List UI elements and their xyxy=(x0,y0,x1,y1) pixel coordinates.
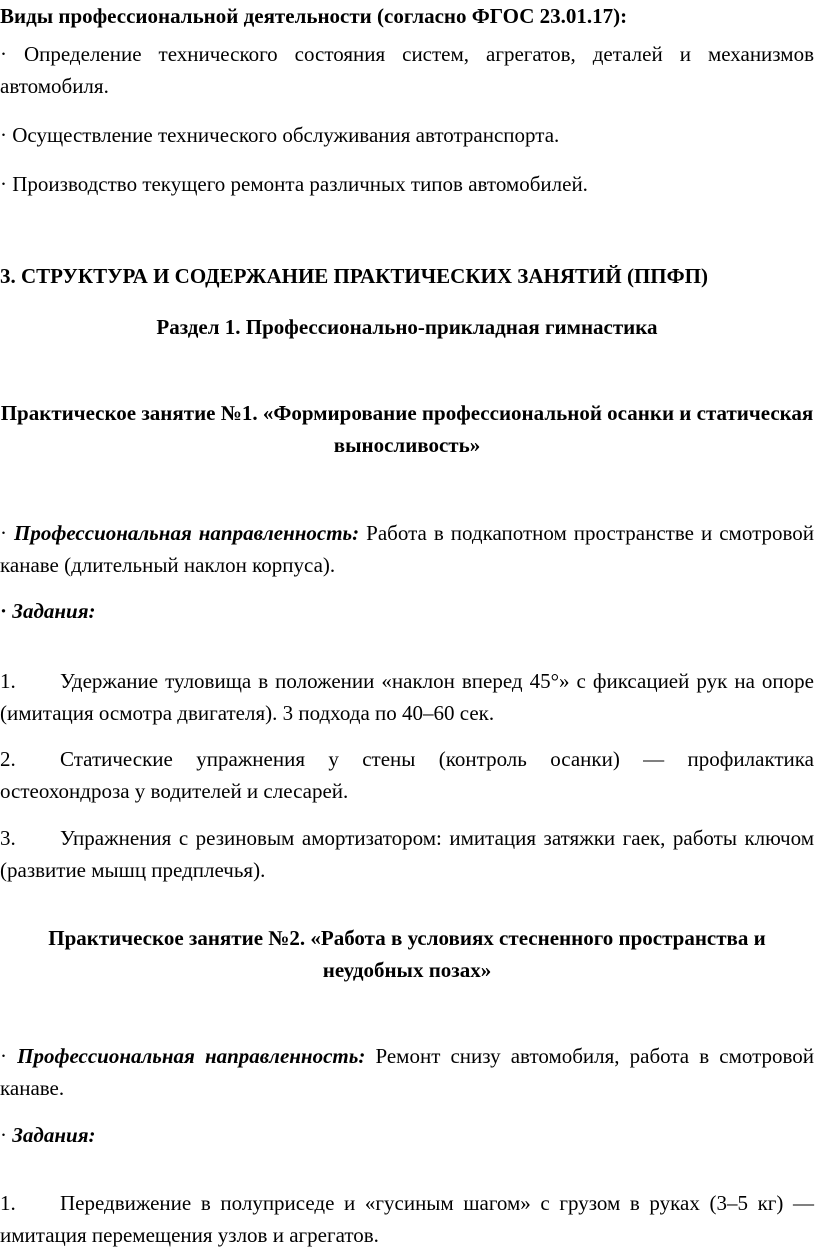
activity-item: · Определение технического состояния систем, агрегатов, деталей и механизмов автомобиля. xyxy=(0,42,814,98)
task-text: Удержание туловища в положении «наклон вперед 45°» с фиксацией рук на опоре (имитация осмотра двигателя). 3 подхода по 40–60 сек. xyxy=(0,669,814,725)
task-item xyxy=(0,1187,814,1251)
task-text: Статические упражнения у стены (контроль осанки) — профилактика остеохондроза у водителей и слесарей. xyxy=(0,747,814,803)
task-item xyxy=(0,665,814,729)
focus-text: Работа в подкапотном пространстве и смотровой канаве (длительный наклон корпуса). xyxy=(0,521,815,577)
lesson-1-focus xyxy=(0,517,814,581)
activity-types-heading: Виды профессиональной деятельности (согласно ФГОС 23.01.17): xyxy=(0,4,628,28)
lesson-2-title: Практическое занятие №2. «Работа в условиях стесненного пространства и неудобных позах» xyxy=(48,926,766,982)
tasks-label: Задания: xyxy=(12,599,96,623)
activity-item: · Производство текущего ремонта различных типов автомобилей. xyxy=(0,172,588,196)
tasks-label: Задания: xyxy=(12,1123,96,1147)
section-title: 3. СТРУКТУРА И СОДЕРЖАНИЕ ПРАКТИЧЕСКИХ ЗАНЯТИЙ (ППФП) xyxy=(0,264,709,288)
task-number: 1. xyxy=(0,669,16,693)
task-item xyxy=(0,822,814,886)
task-text: Упражнения с резиновым амортизатором: имитация затяжки гаек, работы ключом (развитие мышц предплечья). xyxy=(0,826,814,882)
activity-item: · Осуществление технического обслуживания автотранспорта. xyxy=(0,123,560,147)
task-number: 1. xyxy=(0,1191,16,1215)
task-item xyxy=(0,743,814,807)
section-subtitle: Раздел 1. Профессионально-прикладная гимнастика xyxy=(156,315,658,339)
task-number: 3. xyxy=(0,826,16,850)
task-text: Передвижение в полуприседе и «гусиным шагом» с грузом в руках (3–5 кг) — имитация перемещения узлов и агрегатов. xyxy=(0,1191,814,1247)
lesson-1-tasks-label xyxy=(0,595,814,627)
lesson-2-focus xyxy=(0,1040,814,1104)
bullet: · xyxy=(0,1044,7,1068)
task-number: 2. xyxy=(0,747,16,771)
bullet: · xyxy=(0,521,7,545)
bullet: · xyxy=(0,599,8,623)
focus-label: Профессиональная направленность: xyxy=(14,521,360,545)
focus-text: Ремонт снизу автомобиля, работа в смотровой канаве. xyxy=(0,1044,815,1100)
bullet: · xyxy=(0,1123,7,1147)
lesson-2-tasks-label xyxy=(0,1119,814,1151)
focus-label: Профессиональная направленность: xyxy=(17,1044,366,1068)
lesson-1-title: Практическое занятие №1. «Формирование профессиональной осанки и статическая выносливость» xyxy=(0,401,814,457)
